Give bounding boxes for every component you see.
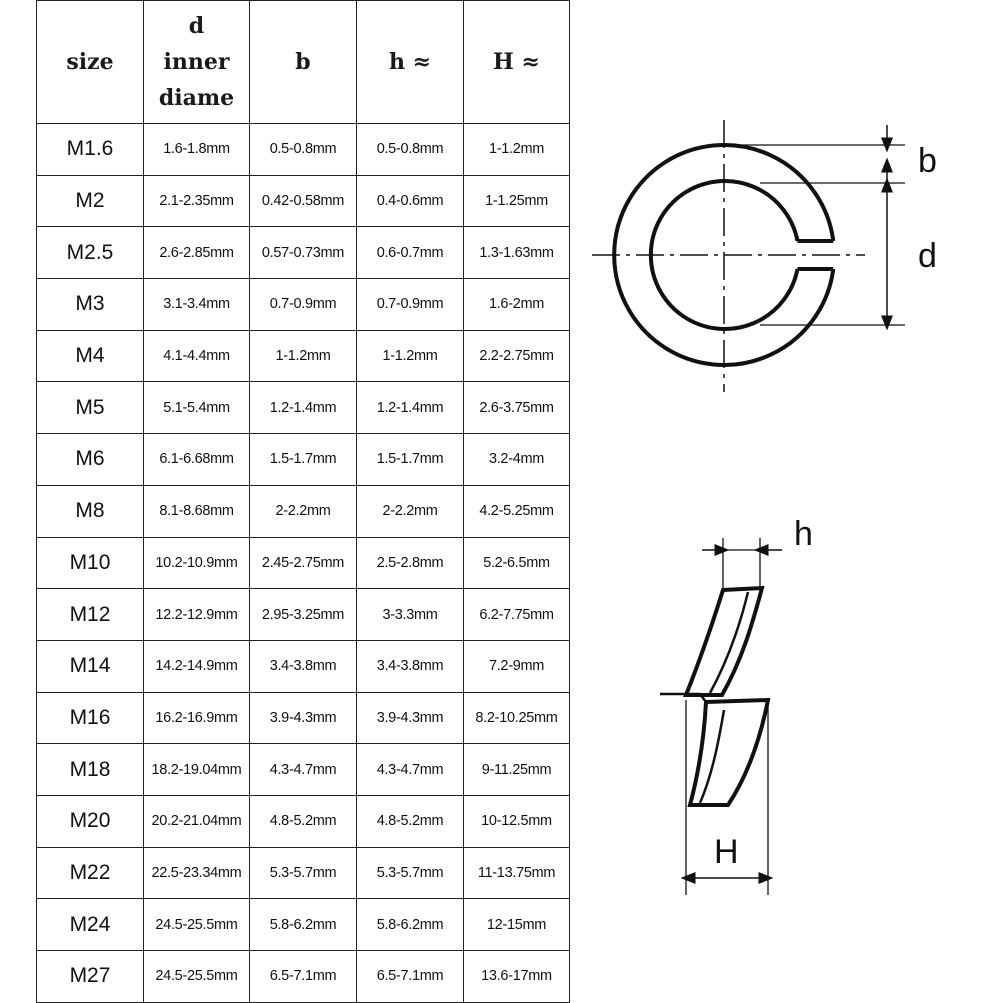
- header-H: H ≈: [464, 1, 570, 124]
- header-row: [37, 1, 570, 124]
- cell-h: 6.5-7.1mm: [357, 951, 464, 1003]
- cell-h: 2-2.2mm: [357, 485, 464, 537]
- cell-d: 8.1-8.68mm: [144, 485, 250, 537]
- label-H: H: [714, 833, 739, 871]
- cell-h: 2.5-2.8mm: [357, 537, 464, 589]
- cell-h-upper: 13.6-17mm: [464, 951, 570, 1003]
- cell-h-upper: 6.2-7.75mm: [464, 589, 570, 641]
- cell-d: 6.1-6.68mm: [144, 434, 250, 486]
- cell-b: 3.9-4.3mm: [250, 692, 357, 744]
- cell-h: 0.4-0.6mm: [357, 175, 464, 227]
- cell-size: M20: [37, 795, 144, 847]
- table-row: [37, 951, 570, 1003]
- cell-d: 18.2-19.04mm: [144, 744, 250, 796]
- cell-h-upper: 12-15mm: [464, 899, 570, 951]
- table-row: [37, 744, 570, 796]
- cell-h: 0.5-0.8mm: [357, 124, 464, 176]
- cell-h: 3.4-3.8mm: [357, 640, 464, 692]
- cell-b: 2.45-2.75mm: [250, 537, 357, 589]
- cell-b: 0.5-0.8mm: [250, 124, 357, 176]
- washer-diagram: [580, 100, 1000, 900]
- header-d-line2: inner: [163, 49, 230, 75]
- washer-upper-half: [686, 588, 762, 695]
- cell-b: 2.95-3.25mm: [250, 589, 357, 641]
- table-row: [37, 537, 570, 589]
- cell-size: M18: [37, 744, 144, 796]
- cell-b: 2-2.2mm: [250, 485, 357, 537]
- cell-h-upper: 1-1.25mm: [464, 175, 570, 227]
- cell-h-upper: 8.2-10.25mm: [464, 692, 570, 744]
- label-h: h: [794, 515, 813, 553]
- cell-size: M24: [37, 899, 144, 951]
- cell-d: 22.5-23.34mm: [144, 847, 250, 899]
- cell-d: 24.5-25.5mm: [144, 951, 250, 1003]
- cell-size: M2: [37, 175, 144, 227]
- cell-h: 3.9-4.3mm: [357, 692, 464, 744]
- cell-h: 4.3-4.7mm: [357, 744, 464, 796]
- cell-h-upper: 2.6-3.75mm: [464, 382, 570, 434]
- cell-b: 5.3-5.7mm: [250, 847, 357, 899]
- cell-h-upper: 1-1.2mm: [464, 124, 570, 176]
- table-row: [37, 795, 570, 847]
- cell-h: 3-3.3mm: [357, 589, 464, 641]
- cell-size: M8: [37, 485, 144, 537]
- table-row: [37, 640, 570, 692]
- cell-size: M1.6: [37, 124, 144, 176]
- cell-d: 20.2-21.04mm: [144, 795, 250, 847]
- cell-h-upper: 10-12.5mm: [464, 795, 570, 847]
- header-d-line3: diame: [158, 85, 235, 111]
- cell-size: M16: [37, 692, 144, 744]
- table-row: [37, 434, 570, 486]
- cell-size: M22: [37, 847, 144, 899]
- table-row: [37, 124, 570, 176]
- cell-d: 10.2-10.9mm: [144, 537, 250, 589]
- cell-h-upper: 4.2-5.25mm: [464, 485, 570, 537]
- spec-table: [36, 0, 570, 1003]
- table-row: [37, 227, 570, 279]
- cell-b: 4.3-4.7mm: [250, 744, 357, 796]
- label-b: b: [918, 142, 937, 180]
- cell-size: M5: [37, 382, 144, 434]
- cell-d: 2.1-2.35mm: [144, 175, 250, 227]
- cell-h: 0.7-0.9mm: [357, 279, 464, 331]
- washer-top-view: [592, 120, 905, 392]
- cell-d: 3.1-3.4mm: [144, 279, 250, 331]
- cell-h: 5.3-5.7mm: [357, 847, 464, 899]
- cell-b: 0.42-0.58mm: [250, 175, 357, 227]
- cell-b: 6.5-7.1mm: [250, 951, 357, 1003]
- cell-b: 5.8-6.2mm: [250, 899, 357, 951]
- cell-h: 1.2-1.4mm: [357, 382, 464, 434]
- cell-h-upper: 7.2-9mm: [464, 640, 570, 692]
- cell-d: 5.1-5.4mm: [144, 382, 250, 434]
- table-row: [37, 899, 570, 951]
- cell-h-upper: 11-13.75mm: [464, 847, 570, 899]
- cell-h-upper: 5.2-6.5mm: [464, 537, 570, 589]
- cell-h: 0.6-0.7mm: [357, 227, 464, 279]
- cell-h-upper: 1.6-2mm: [464, 279, 570, 331]
- cell-size: M14: [37, 640, 144, 692]
- header-b: b: [250, 1, 357, 124]
- cell-d: 14.2-14.9mm: [144, 640, 250, 692]
- cell-b: 1.5-1.7mm: [250, 434, 357, 486]
- cell-b: 0.7-0.9mm: [250, 279, 357, 331]
- cell-b: 3.4-3.8mm: [250, 640, 357, 692]
- cell-b: 1-1.2mm: [250, 330, 357, 382]
- cell-h-upper: 2.2-2.75mm: [464, 330, 570, 382]
- table-row: [37, 485, 570, 537]
- header-h: h ≈: [357, 1, 464, 124]
- cell-b: 0.57-0.73mm: [250, 227, 357, 279]
- cell-b: 1.2-1.4mm: [250, 382, 357, 434]
- table-row: [37, 589, 570, 641]
- label-d: d: [918, 237, 937, 275]
- washer-lower-half: [690, 700, 768, 805]
- cell-size: M12: [37, 589, 144, 641]
- cell-h: 1.5-1.7mm: [357, 434, 464, 486]
- cell-d: 4.1-4.4mm: [144, 330, 250, 382]
- cell-d: 16.2-16.9mm: [144, 692, 250, 744]
- cell-d: 1.6-1.8mm: [144, 124, 250, 176]
- cell-b: 4.8-5.2mm: [250, 795, 357, 847]
- header-d-line1: d: [188, 13, 205, 39]
- cell-size: M4: [37, 330, 144, 382]
- cell-h: 4.8-5.2mm: [357, 795, 464, 847]
- cell-d: 12.2-12.9mm: [144, 589, 250, 641]
- table-row: [37, 330, 570, 382]
- table-row: [37, 692, 570, 744]
- cell-size: M2.5: [37, 227, 144, 279]
- cell-h: 1-1.2mm: [357, 330, 464, 382]
- table-row: [37, 279, 570, 331]
- cell-size: M6: [37, 434, 144, 486]
- cell-size: M10: [37, 537, 144, 589]
- table-row: [37, 847, 570, 899]
- cell-size: M3: [37, 279, 144, 331]
- cell-size: M27: [37, 951, 144, 1003]
- cell-h-upper: 9-11.25mm: [464, 744, 570, 796]
- cell-h-upper: 1.3-1.63mm: [464, 227, 570, 279]
- cell-d: 2.6-2.85mm: [144, 227, 250, 279]
- header-size: size: [37, 1, 144, 124]
- table-row: [37, 175, 570, 227]
- header-inner-diameter: [144, 1, 250, 124]
- table-row: [37, 382, 570, 434]
- spec-table-body: [37, 124, 570, 1003]
- cell-h: 5.8-6.2mm: [357, 899, 464, 951]
- cell-d: 24.5-25.5mm: [144, 899, 250, 951]
- cell-h-upper: 3.2-4mm: [464, 434, 570, 486]
